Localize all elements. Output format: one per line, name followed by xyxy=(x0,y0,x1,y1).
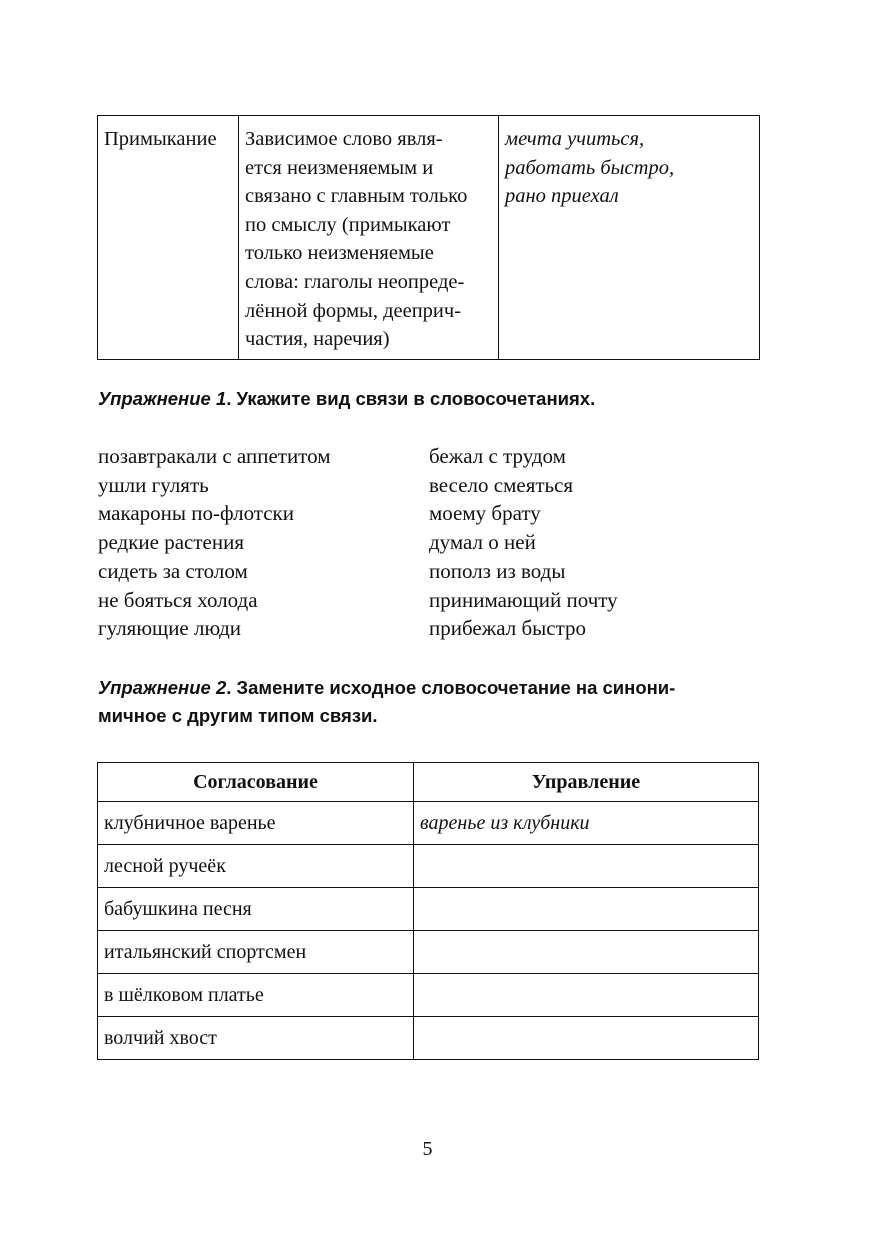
phrase-item: думал о ней xyxy=(429,530,536,555)
table-row xyxy=(98,888,759,931)
table-header-row xyxy=(98,763,759,802)
answer-cell[interactable]: варенье из клубники xyxy=(414,802,759,845)
exercise2-task-line1: . Замените исходное словосочетание на синони- xyxy=(226,677,676,698)
phrase-list-right xyxy=(429,442,618,643)
phrase-item: бежал с трудом xyxy=(429,444,566,468)
phrase-item: не бояться холода xyxy=(98,587,258,612)
phrase-item: позавтракали с аппетитом xyxy=(98,444,331,468)
exercise1-heading xyxy=(98,385,760,413)
example-line: работать быстро, xyxy=(505,156,675,179)
source-phrase-cell: итальянский спортсмен xyxy=(98,931,414,974)
description-line: Зависимое слово явля- xyxy=(245,128,443,150)
answer-cell[interactable] xyxy=(414,931,759,974)
answer-cell[interactable] xyxy=(414,1017,759,1060)
example-line: рано приехал xyxy=(505,185,619,208)
description-line: только неизменяемые xyxy=(245,242,434,265)
phrase-item: пополз из воды xyxy=(429,558,566,583)
phrase-item: редкие растения xyxy=(98,530,245,555)
header-agreement: Согласование xyxy=(98,763,414,802)
description-line: слова: глаголы неопреде- xyxy=(245,270,465,293)
table-row xyxy=(98,802,759,845)
description-line: лённой формы, дееприч- xyxy=(245,299,462,322)
phrase-item: макароны по-флотски xyxy=(98,501,294,526)
source-phrase-cell: клубничное варенье xyxy=(98,802,414,845)
header-government: Управление xyxy=(414,763,759,802)
source-phrase-cell: лесной ручеёк xyxy=(98,845,414,888)
description-line: ется неизменяемым и xyxy=(245,156,434,179)
page-number: 5 xyxy=(422,1138,433,1160)
description-line: связано с главным только xyxy=(245,185,468,208)
table-row xyxy=(98,974,759,1017)
phrase-item: моему брату xyxy=(429,501,541,526)
example-cell xyxy=(499,116,760,360)
definition-row xyxy=(98,116,760,360)
source-phrase-cell: бабушкина песня xyxy=(98,888,414,931)
phrase-item: сидеть за столом xyxy=(98,558,248,583)
description-line: по смыслу (примыкают xyxy=(245,213,451,236)
synonym-table xyxy=(97,762,759,1060)
exercise1-label: Упражнение 1 xyxy=(98,388,227,409)
answer-cell[interactable] xyxy=(414,845,759,888)
description-cell xyxy=(239,116,499,360)
table-row xyxy=(98,845,759,888)
phrase-item: весело смеяться xyxy=(429,472,574,497)
exercise1-task: . Укажите вид связи в словосочетаниях. xyxy=(226,388,596,409)
exercise2-task-line2: мичное с другим типом связи. xyxy=(98,705,378,726)
phrase-list-left xyxy=(98,442,330,643)
phrase-item: гуляющие люди xyxy=(98,616,242,641)
phrase-item: ушли гулять xyxy=(98,472,209,497)
answer-cell[interactable] xyxy=(414,974,759,1017)
source-phrase-cell: волчий хвост xyxy=(98,1017,414,1060)
source-phrase-cell: в шёлковом платье xyxy=(98,974,414,1017)
example-line: мечта учиться, xyxy=(505,128,645,150)
phrase-item: принимающий почту xyxy=(429,587,618,612)
definition-table xyxy=(97,115,760,360)
description-line: частия, наречия) xyxy=(245,328,390,351)
phrase-item: прибежал быстро xyxy=(429,616,586,641)
term-cell: Примыкание xyxy=(98,116,239,360)
table-row xyxy=(98,931,759,974)
table-row xyxy=(98,1017,759,1060)
answer-cell[interactable] xyxy=(414,888,759,931)
exercise2-heading xyxy=(98,674,760,730)
exercise2-label: Упражнение 2 xyxy=(98,677,227,698)
